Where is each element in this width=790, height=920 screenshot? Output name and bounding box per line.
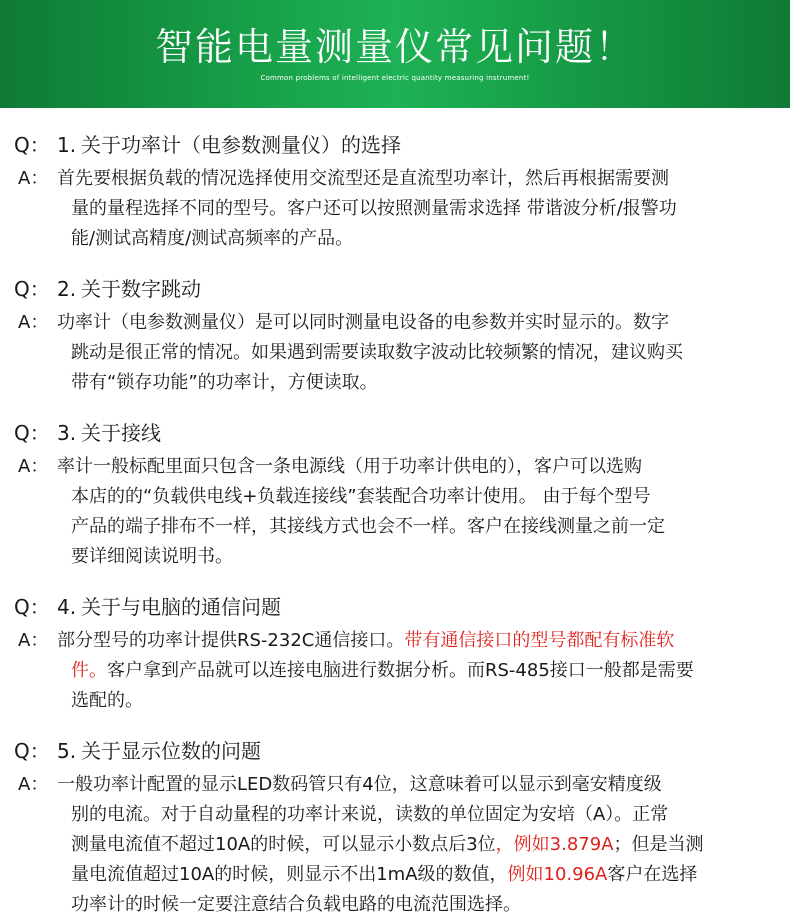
answer-text: 选配的。 — [71, 690, 143, 711]
answer-text: 率计一般标配里面只包含一条电源线（用于功率计供电的），客户可以选购 — [57, 456, 642, 477]
answer-line — [57, 452, 665, 482]
answer-line — [57, 890, 704, 920]
answer-text: 带有“锁存功能”的功率计，方便读取。 — [71, 372, 378, 393]
faq-answer — [0, 452, 790, 572]
page-title: 智能电量测量仪常见问题！ — [154, 25, 635, 69]
faq-question — [0, 274, 790, 304]
highlight-text: 件。 — [71, 660, 107, 681]
answer-line — [57, 512, 665, 542]
answer-text: 部分型号的功率计提供RS-232C通信接口。 — [57, 630, 405, 651]
question-prefix: Q： — [14, 421, 50, 445]
answer-line — [57, 830, 704, 860]
question-number: 5. — [57, 739, 77, 763]
faq-answer — [0, 164, 790, 254]
answer-text: 首先要根据负载的情况选择使用交流型还是直流型功率计，然后再根据需要测 — [57, 168, 669, 189]
answer-text: 功率计的时候一定要注意结合负载电路的电流范围选择。 — [71, 894, 521, 915]
question-text: 关于接线 — [81, 421, 161, 445]
answer-prefix: A： — [18, 168, 49, 189]
answer-line — [57, 224, 677, 254]
question-prefix: Q： — [14, 277, 50, 301]
question-text: 关于与电脑的通信问题 — [81, 595, 281, 619]
answer-line — [57, 368, 683, 398]
faq-list — [0, 108, 790, 920]
question-text: 关于功率计（电参数测量仪）的选择 — [81, 133, 401, 157]
question-number: 3. — [57, 421, 77, 445]
answer-line — [57, 686, 694, 716]
answer-line — [57, 542, 665, 572]
highlight-text: ，例如3.879A — [495, 834, 614, 855]
answer-text: 量的量程选择不同的型号。客户还可以按照测量需求选择 带谐波分析/报警功 — [71, 198, 677, 219]
question-number: 2. — [57, 277, 77, 301]
question-prefix: Q： — [14, 595, 50, 619]
answer-text: 客户拿到产品就可以连接电脑进行数据分析。而RS-485接口一般都是需要 — [107, 660, 694, 681]
highlight-text: 带有通信接口的型号都配有标准软 — [404, 630, 675, 651]
answer-line — [57, 770, 704, 800]
answer-text: 别的电流。对于自动量程的功率计来说，读数的单位固定为安培（A）。正常 — [71, 804, 669, 825]
header-banner — [0, 0, 790, 108]
faq-answer — [0, 308, 790, 398]
answer-text: 产品的端子排布不一样，其接线方式也会不一样。客户在接线测量之前一定 — [71, 516, 665, 537]
answer-line — [57, 482, 665, 512]
answer-line — [57, 860, 704, 890]
highlight-text: 例如10.96A — [507, 864, 608, 885]
answer-line — [57, 164, 677, 194]
answer-prefix: A： — [18, 456, 49, 477]
faq-item — [0, 418, 790, 572]
answer-text: 跳动是很正常的情况。如果遇到需要读取数字波动比较频繁的情况，建议购买 — [71, 342, 683, 363]
faq-item — [0, 274, 790, 398]
question-text: 关于数字跳动 — [81, 277, 201, 301]
answer-text: 能/测试高精度/测试高频率的产品。 — [71, 228, 354, 249]
answer-body — [57, 164, 677, 254]
faq-question — [0, 418, 790, 448]
answer-body — [57, 626, 694, 716]
question-prefix: Q： — [14, 133, 50, 157]
answer-prefix: A： — [18, 312, 49, 333]
answer-text: 测量电流值不超过10A的时候，可以显示小数点后3位 — [71, 834, 496, 855]
faq-answer — [0, 626, 790, 716]
question-number: 4. — [57, 595, 77, 619]
faq-item — [0, 130, 790, 254]
answer-line — [57, 800, 704, 830]
answer-body — [57, 308, 683, 398]
answer-text: 客户在选择 — [607, 864, 698, 885]
faq-question — [0, 592, 790, 622]
answer-text: 量电流值超过10A的时候，则显示不出1mA级的数值， — [71, 864, 508, 885]
faq-item — [0, 592, 790, 716]
answer-text: 要详细阅读说明书。 — [71, 546, 233, 567]
answer-line — [57, 194, 677, 224]
answer-text: 一般功率计配置的显示LED数码管只有4位，这意味着可以显示到毫安精度级 — [57, 774, 662, 795]
faq-question — [0, 130, 790, 160]
question-prefix: Q： — [14, 739, 50, 763]
answer-line — [57, 626, 694, 656]
faq-answer — [0, 770, 790, 920]
question-number: 1. — [57, 133, 77, 157]
answer-body — [57, 770, 704, 920]
faq-question — [0, 736, 790, 766]
page-subtitle: Common problems of intelligent electric quantity measuring instrument! — [260, 74, 530, 82]
faq-item — [0, 736, 790, 920]
answer-line — [57, 338, 683, 368]
answer-prefix: A： — [18, 774, 49, 795]
answer-line — [57, 656, 694, 686]
answer-line — [57, 308, 683, 338]
answer-text: 本店的的“负载供电线+负载连接线”套装配合功率计使用。 由于每个型号 — [71, 486, 651, 507]
answer-prefix: A： — [18, 630, 49, 651]
answer-text: 功率计（电参数测量仪）是可以同时测量电设备的电参数并实时显示的。数字 — [57, 312, 669, 333]
answer-body — [57, 452, 665, 572]
answer-text: ；但是当测 — [613, 834, 704, 855]
question-text: 关于显示位数的问题 — [81, 739, 261, 763]
